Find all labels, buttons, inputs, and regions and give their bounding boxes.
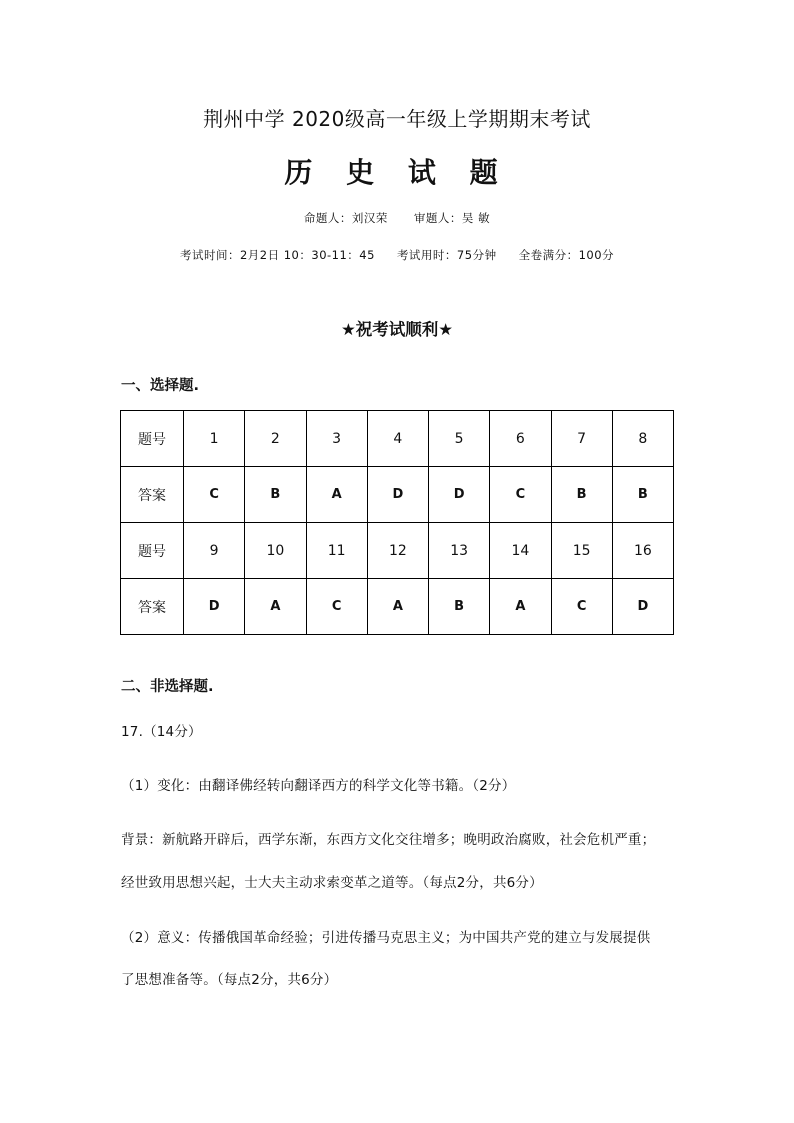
answer-cell: A bbox=[306, 467, 367, 523]
good-luck-banner: ★祝考试顺利★ bbox=[340, 320, 454, 339]
answer-cell: C bbox=[490, 467, 551, 523]
answer-cell: B bbox=[245, 467, 306, 523]
question-number-cell: 2 bbox=[245, 411, 306, 467]
question-number-cell: 10 bbox=[245, 523, 306, 579]
section2-title: 二、非选择题. bbox=[121, 679, 214, 695]
question-17-header: 17.（14分） bbox=[121, 724, 202, 740]
question-number-cell: 14 bbox=[490, 523, 551, 579]
duration-text: 考试用时：75分钟 bbox=[396, 248, 497, 262]
question-number-cell: 3 bbox=[306, 411, 367, 467]
answer-line: 了思想准备等。（每点2分，共6分） bbox=[121, 972, 338, 988]
answer-cell: A bbox=[490, 579, 551, 635]
authors-line bbox=[0, 210, 794, 226]
author-text: 命题人：刘汉荣 bbox=[303, 211, 388, 225]
full-score-text: 全卷满分：100分 bbox=[518, 248, 615, 262]
question-number-cell: 7 bbox=[551, 411, 612, 467]
row-label-answer: 答案 bbox=[121, 579, 184, 635]
exam-time-text: 考试时间：2月2日 10：30-11：45 bbox=[179, 248, 375, 262]
answer-cell: A bbox=[245, 579, 306, 635]
answer-cell: D bbox=[184, 579, 245, 635]
question-number-cell: 13 bbox=[429, 523, 490, 579]
section1-title: 一、选择题. bbox=[121, 378, 200, 394]
row-label-question: 题号 bbox=[121, 411, 184, 467]
row-label-question: 题号 bbox=[121, 523, 184, 579]
answer-table bbox=[120, 410, 674, 635]
school-exam-title: 荆州中学 2020级高一年级上学期期末考试 bbox=[203, 107, 591, 131]
subject-title: 历 史 试 题 bbox=[284, 156, 510, 189]
table-row bbox=[121, 467, 674, 523]
answer-line: （1）变化：由翻译佛经转向翻译西方的科学文化等书籍。（2分） bbox=[121, 778, 516, 794]
question-number-cell: 12 bbox=[367, 523, 428, 579]
question-number-cell: 11 bbox=[306, 523, 367, 579]
answer-line: （2）意义：传播俄国革命经验；引进传播马克思主义；为中国共产党的建立与发展提供 bbox=[121, 930, 651, 946]
question-number-cell: 9 bbox=[184, 523, 245, 579]
reviewer-text: 审题人：吴 敏 bbox=[413, 211, 491, 225]
row-label-answer: 答案 bbox=[121, 467, 184, 523]
answer-cell: C bbox=[551, 579, 612, 635]
answer-cell: A bbox=[367, 579, 428, 635]
table-row bbox=[121, 523, 674, 579]
question-number-cell: 16 bbox=[612, 523, 673, 579]
table-row bbox=[121, 411, 674, 467]
exam-info-line bbox=[0, 247, 794, 263]
table-row bbox=[121, 579, 674, 635]
answer-line: 经世致用思想兴起，士大夫主动求索变革之道等。（每点2分，共6分） bbox=[121, 875, 543, 891]
answer-cell: B bbox=[429, 579, 490, 635]
answer-cell: B bbox=[612, 467, 673, 523]
question-number-cell: 1 bbox=[184, 411, 245, 467]
answer-cell: B bbox=[551, 467, 612, 523]
question-number-cell: 5 bbox=[429, 411, 490, 467]
answer-line: 背景：新航路开辟后，西学东渐，东西方文化交往增多；晚明政治腐败，社会危机严重； bbox=[121, 832, 656, 848]
question-number-cell: 8 bbox=[612, 411, 673, 467]
question-number-cell: 4 bbox=[367, 411, 428, 467]
answer-cell: D bbox=[612, 579, 673, 635]
question-number-cell: 15 bbox=[551, 523, 612, 579]
answer-cell: C bbox=[306, 579, 367, 635]
answer-cell: C bbox=[184, 467, 245, 523]
answer-cell: D bbox=[367, 467, 428, 523]
question-number-cell: 6 bbox=[490, 411, 551, 467]
answer-cell: D bbox=[429, 467, 490, 523]
